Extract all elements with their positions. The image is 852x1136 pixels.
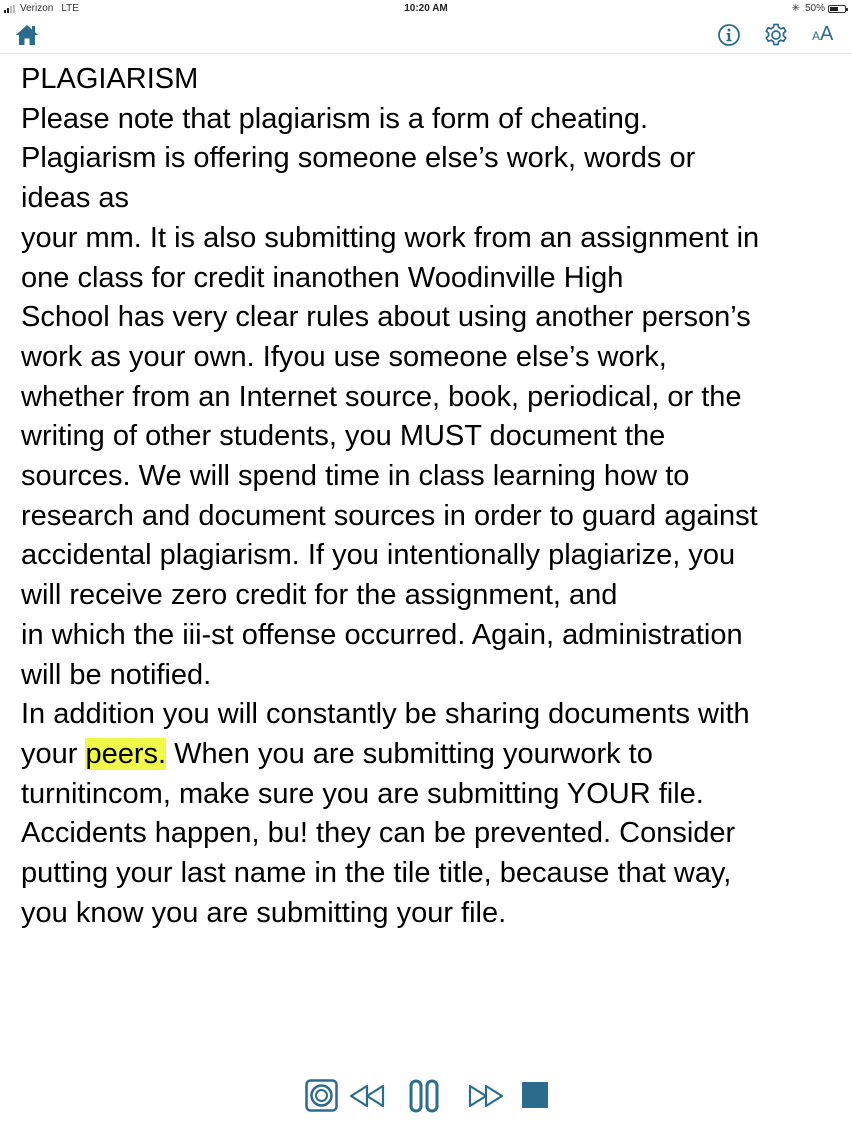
text-line: will be notified. <box>21 658 212 691</box>
carrier-label: Verizon <box>20 3 54 14</box>
stop-button[interactable] <box>522 1082 548 1108</box>
text-line: In addition you will constantly be sharing documents with <box>21 698 750 731</box>
info-button[interactable] <box>717 23 741 47</box>
gear-icon <box>763 22 789 48</box>
text-segment: When you are submitting yourwork to <box>166 737 653 770</box>
document-text <box>21 60 836 933</box>
home-icon <box>14 22 40 48</box>
highlighted-text-line <box>21 735 836 775</box>
text-line: will receive zero credit for the assignment, and <box>21 579 618 612</box>
status-right <box>792 3 846 14</box>
text-line: one class for credit inanothen Woodinville High <box>21 261 624 294</box>
text-size-small-glyph: A <box>812 29 821 43</box>
info-icon <box>717 23 741 47</box>
highlighted-word: peers. <box>85 737 167 770</box>
battery-fill <box>830 7 838 11</box>
settings-button[interactable] <box>763 22 789 48</box>
toolbar <box>0 18 852 54</box>
battery-icon <box>828 5 846 13</box>
text-size-large-glyph: A <box>820 23 834 45</box>
status-time: 10:20 AM <box>404 3 448 14</box>
pause-button[interactable] <box>409 1079 439 1113</box>
text-line: work as your own. Ifyou use someone else’s work, <box>21 340 667 373</box>
text-line: writing of other students, you MUST document the <box>21 420 666 453</box>
bluetooth-icon: ✳ <box>791 3 800 14</box>
home-button[interactable] <box>14 22 40 48</box>
battery-percent: 50% <box>804 3 825 14</box>
rewind-icon <box>349 1084 387 1108</box>
text-line: in which the iii-st offense occurred. Again, administration <box>21 618 743 651</box>
text-line: accidental plagiarism. If you intentionally plagiarize, you <box>21 539 736 572</box>
reading-mode-icon <box>305 1079 338 1112</box>
text-line: whether from an Internet source, book, periodical, or the <box>21 380 742 413</box>
text-segment: your <box>21 737 86 770</box>
text-line: PLAGIARISM <box>21 63 199 95</box>
rewind-button[interactable] <box>349 1084 387 1108</box>
pause-icon <box>409 1079 439 1113</box>
text-line: you know you are submitting your file. <box>21 896 507 929</box>
text-line: School has very clear rules about using another person’s <box>21 301 751 334</box>
status-bar <box>0 0 852 18</box>
text-line: ideas as <box>21 182 130 215</box>
reading-mode-button[interactable] <box>305 1079 338 1112</box>
playback-controls <box>0 1075 852 1115</box>
network-label: LTE <box>61 3 79 14</box>
fast-forward-button[interactable] <box>466 1084 504 1108</box>
text-line: Plagiarism is offering someone else’s work, words or <box>21 142 696 175</box>
text-line: turnitincom, make sure you are submitting YOUR file. <box>21 777 704 810</box>
text-line: putting your last name in the tile title, because that way, <box>21 857 732 890</box>
text-line: sources. We will spend time in class learning how to <box>21 460 690 493</box>
text-size-button[interactable] <box>812 23 833 46</box>
text-line: Please note that plagiarism is a form of cheating. <box>21 102 649 135</box>
text-line: your mm. It is also submitting work from an assignment in <box>21 221 760 254</box>
text-line: research and document sources in order to guard against <box>21 499 758 532</box>
fast-forward-icon <box>466 1084 504 1108</box>
text-line: Accidents happen, bu! they can be prevented. Consider <box>21 817 736 850</box>
